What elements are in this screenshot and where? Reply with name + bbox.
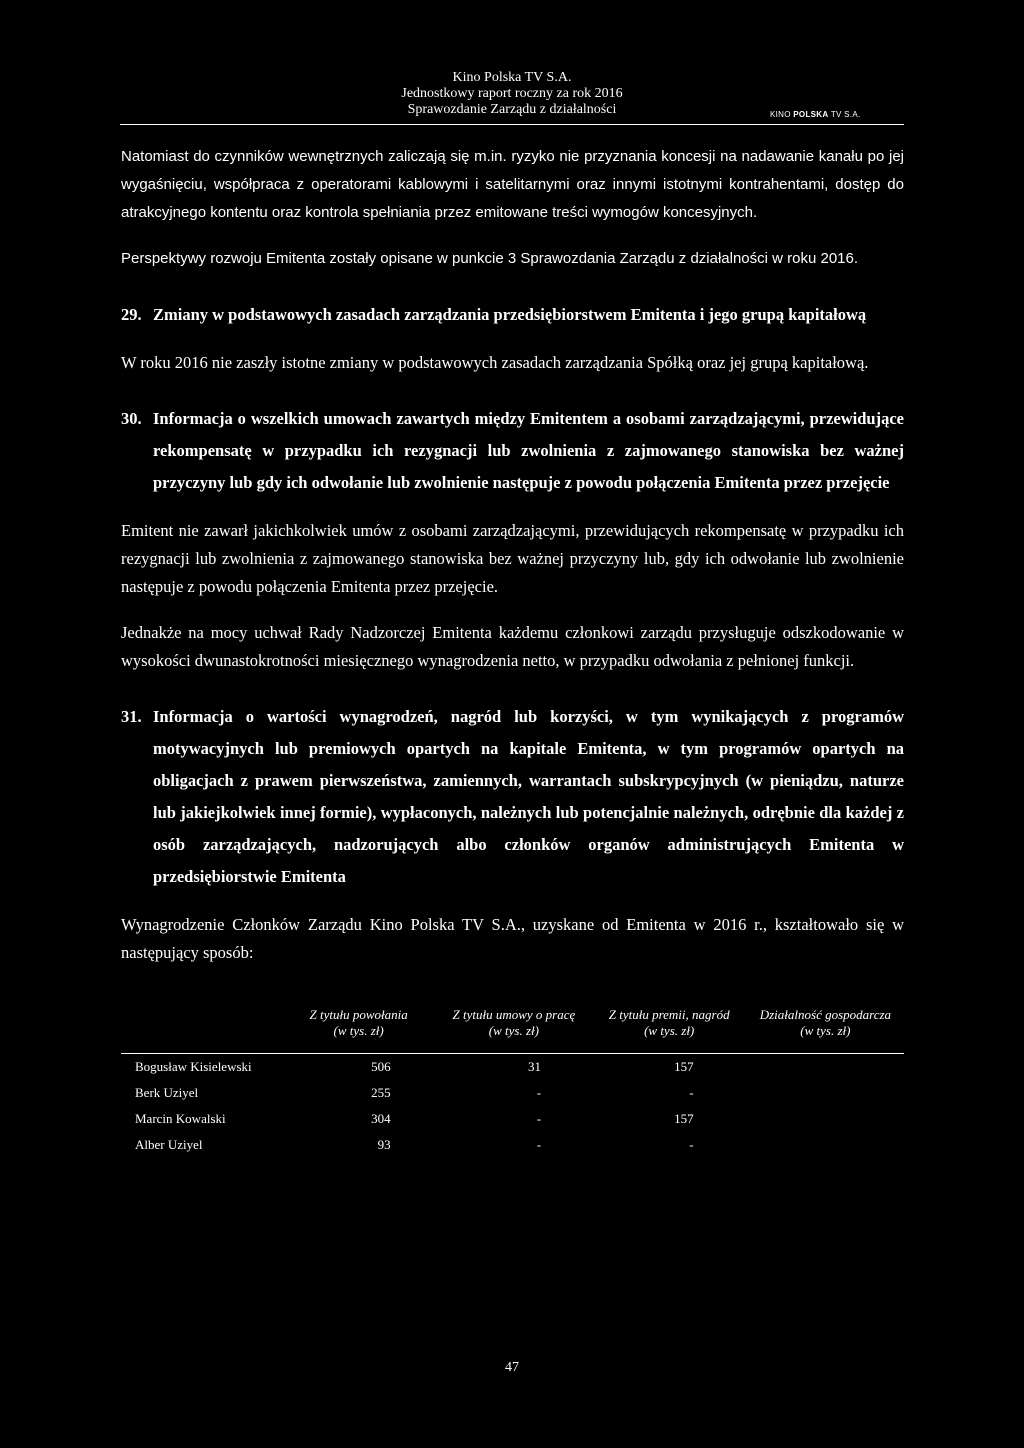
column-header: Z tytułu powołania (w tys. zł) [309,1007,408,1038]
cell-appointment: 255 [371,1085,391,1100]
cell-appointment: 506 [371,1059,391,1074]
page-content [121,143,904,1158]
section-30-heading [121,403,904,499]
section-title: Informacja o wszelkich umowach zawartych między Emitentem a osobami zarządzającymi, przewidujące rekompensatę w przypadku ich rezygnacji lub zwolnienia z zajmowanego stanowiska bez ważnej przyczyny lub gdy ich odwołanie lub zwolnienie następuje z powodu połączenia Emitenta przez przejęcie [153,409,904,492]
table-row [121,1054,904,1080]
section-31-heading [121,701,904,893]
section-30-body-2: Jednakże na mocy uchwał Rady Nadzorczej Emitenta każdemu członkowi zarządu przysługuje odszkodowanie w wysokości dwunastokrotności miesięcznego wynagrodzenia netto, w przypadku odwołania z pełnionej funkcji. [121,623,904,670]
column-header: Z tytułu premii, nagród (w tys. zł) [608,1007,730,1038]
column-header: Działalność gospodarcza (w tys. zł) [759,1007,892,1038]
cell-employment: - [536,1137,542,1152]
perspectives-paragraph: Perspektywy rozwoju Emitenta zostały opisane w punkcie 3 Sprawozdania Zarządu z działalności w roku 2016. [121,250,859,267]
cell-business [746,1106,904,1132]
section-30-body-1: Emitent nie zawarł jakichkolwiek umów z osobami zarządzającymi, przewidujących rekompensatę w przypadku ich rezygnacji lub zwolnienia z zajmowanego stanowiska bez ważnej przyczyny lub, gdy ich odwołanie lub zwolnienie następuje z powodu połączenia Emitenta przez przejęcie. [121,521,904,596]
section-number: 30. [121,409,142,428]
cell-bonus: - [689,1137,694,1152]
section-29-heading [121,299,904,331]
section-title: Zmiany w podstawowych zasadach zarządzania przedsiębiorstwem Emitenta i jego grupą kapitałową [153,305,867,324]
intro-paragraph: Natomiast do czynników wewnętrznych zaliczają się m.in. ryzyko nie przyznania koncesji na nadawanie kanału po jej wygaśnięciu, współpraca z operatorami kablowymi i satelitarnymi oraz innymi istotnymi kontrahentami, dostęp do atrakcyjnego kontentu oraz kontrola spełniania przez emitowane treści wymogów koncesyjnych. [121,148,904,221]
table-row [121,1080,904,1106]
cell-bonus: - [689,1085,694,1100]
header-divider [120,124,904,125]
section-number: 29. [121,305,142,324]
row-name: Berk Uziyel [135,1085,199,1100]
cell-bonus: 157 [674,1111,694,1126]
header-company: Kino Polska TV S.A. [452,70,572,85]
section-31-body: Wynagrodzenie Członków Zarządu Kino Polska TV S.A., uzyskane od Emitenta w 2016 r., kształtowało się w następujący sposób: [121,915,904,962]
cell-business [746,1054,904,1080]
page-header [0,70,1024,130]
row-name: Bogusław Kisielewski [135,1059,252,1074]
cell-business [746,1080,904,1106]
cell-appointment: 93 [377,1137,391,1152]
company-logo: KINO POLSKA TV S.A. [770,110,861,119]
section-29-body: W roku 2016 nie zaszły istotne zmiany w podstawowych zasadach zarządzania Spółką oraz jej grupą kapitałową. [121,353,869,372]
table-row [121,1132,904,1158]
cell-bonus: 157 [674,1059,694,1074]
column-header: Z tytułu umowy o pracę (w tys. zł) [452,1007,576,1038]
row-name: Alber Uziyel [135,1137,203,1152]
row-name: Marcin Kowalski [135,1111,226,1126]
header-report: Jednostkowy raport roczny za rok 2016 [401,86,623,101]
cell-employment: 31 [528,1059,542,1074]
header-section: Sprawozdanie Zarządu z działalności [407,102,617,117]
cell-business [746,1132,904,1158]
cell-appointment: 304 [371,1111,391,1126]
cell-employment: - [536,1085,542,1100]
remuneration-table [121,1007,904,1158]
section-number: 31. [121,707,142,726]
table-row [121,1106,904,1132]
header-title-block [362,70,662,118]
table-header [281,1007,904,1039]
cell-employment: - [536,1111,542,1126]
section-title: Informacja o wartości wynagrodzeń, nagród lub korzyści, w tym wynikających z programów motywacyjnych lub premiowych opartych na kapitale Emitenta, w tym programów opartych na obligacjach z prawem pierwszeństwa, zamiennych, warrantach subskrypcyjnych (w pieniądzu, naturze lub jakiejkolwiek innej formie), wypłaconych, należnych lub potencjalnie należnych, odrębnie dla każdej z osób zarządzających, nadzorujących albo członków organów administrujących Emitenta w przedsiębiorstwie Emitenta [153,707,904,886]
page-number: 47 [505,1360,519,1375]
